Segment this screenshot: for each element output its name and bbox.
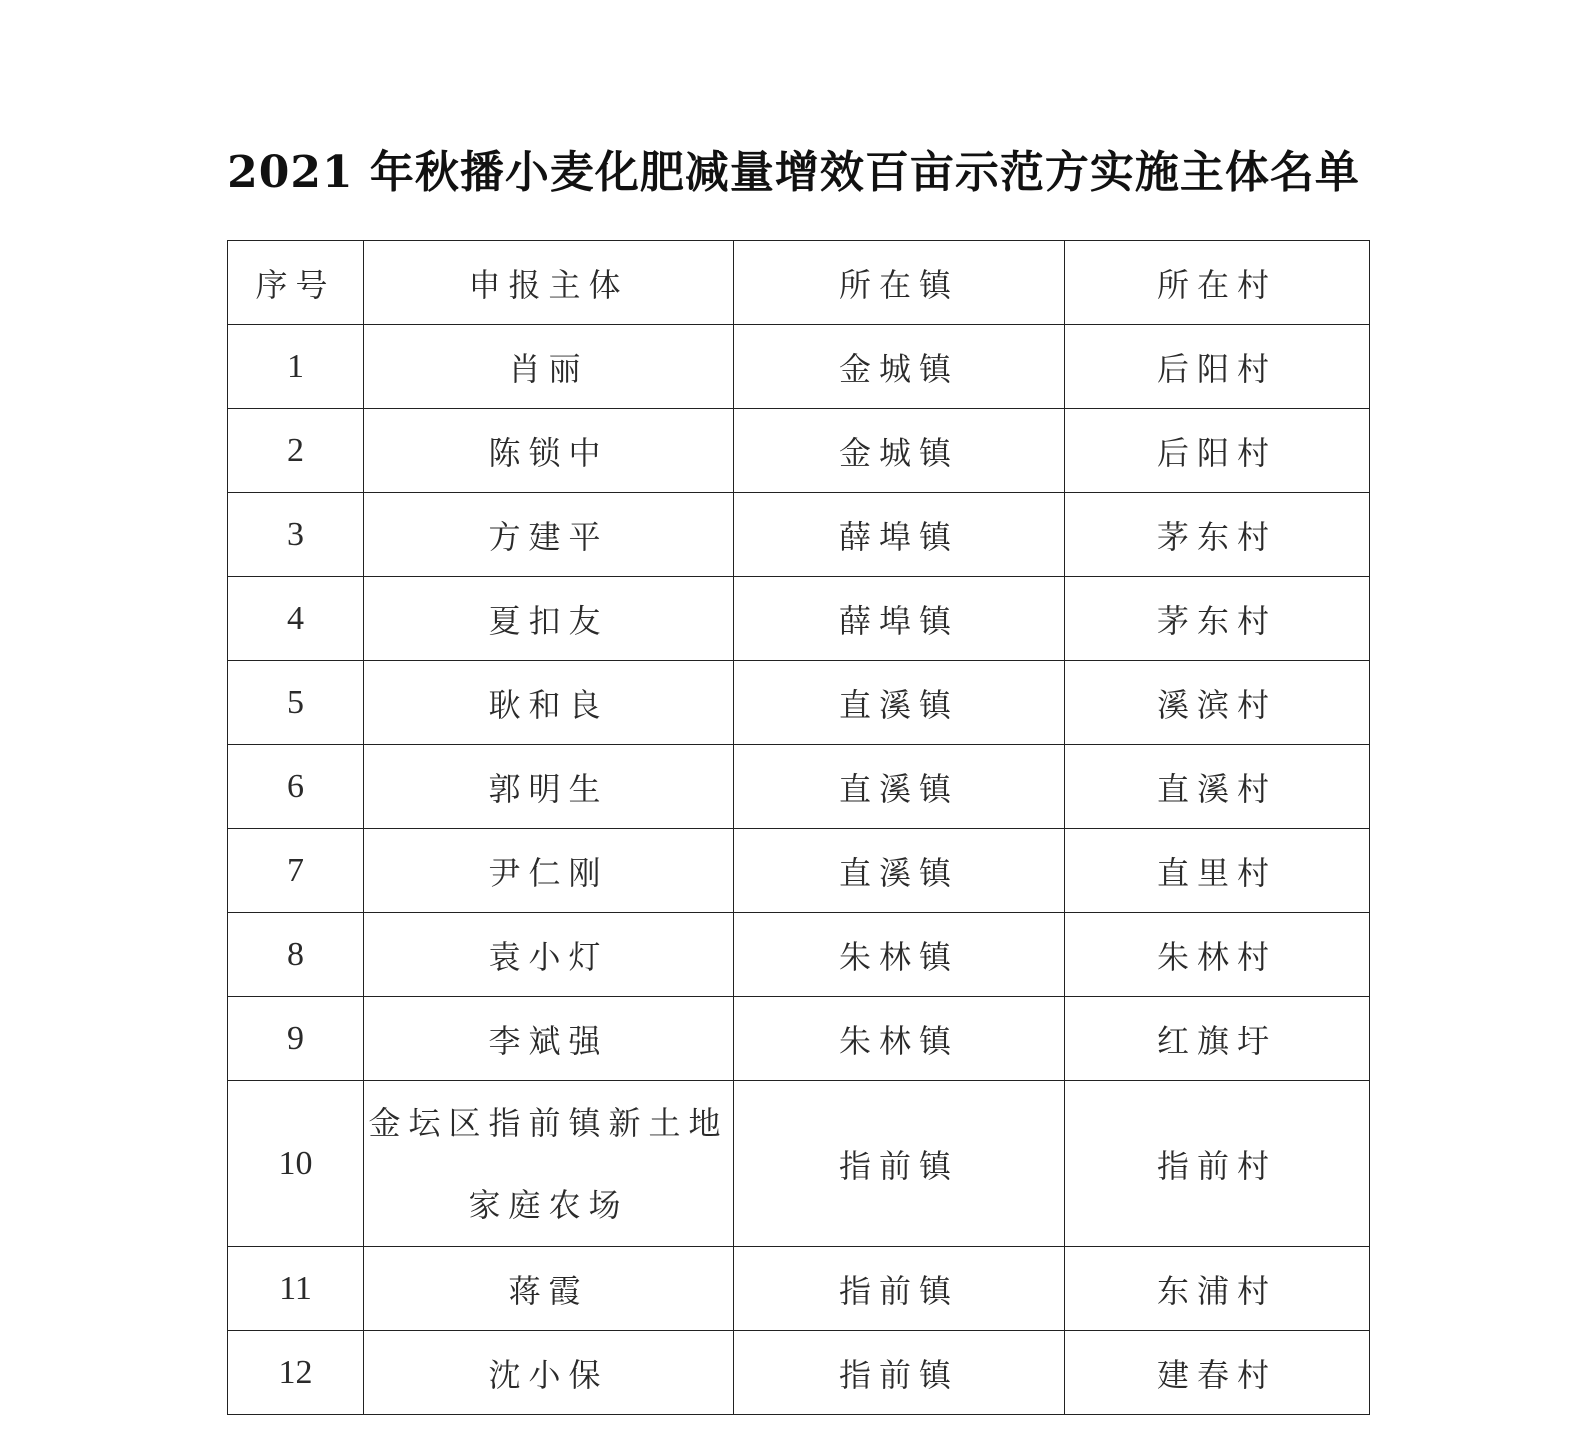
row-village: 茅东村 — [1065, 577, 1370, 661]
table-row — [228, 1081, 1370, 1247]
row-town: 金城镇 — [734, 409, 1065, 493]
row-number: 4 — [228, 577, 364, 661]
row-applicant: 肖丽 — [364, 325, 734, 409]
row-applicant-line-2: 家庭农场 — [468, 1185, 629, 1224]
table-row — [228, 1247, 1370, 1331]
row-number: 3 — [228, 493, 364, 577]
row-village: 红旗圩 — [1065, 997, 1370, 1081]
table-row — [228, 745, 1370, 829]
row-number: 10 — [228, 1081, 364, 1247]
row-applicant: 郭明生 — [364, 745, 734, 829]
row-village: 朱林村 — [1065, 913, 1370, 997]
table-row — [228, 493, 1370, 577]
table-row — [228, 661, 1370, 745]
page-title: 2021 年秋播小麦化肥减量增效百亩示范方实施主体名单 — [227, 147, 1360, 198]
row-village: 后阳村 — [1065, 409, 1370, 493]
row-village: 茅东村 — [1065, 493, 1370, 577]
table-row — [228, 577, 1370, 661]
row-number: 6 — [228, 745, 364, 829]
row-number: 12 — [228, 1331, 364, 1415]
row-applicant: 陈锁中 — [364, 409, 734, 493]
row-town: 薛埠镇 — [734, 493, 1065, 577]
row-village: 直里村 — [1065, 829, 1370, 913]
row-village: 后阳村 — [1065, 325, 1370, 409]
row-number: 1 — [228, 325, 364, 409]
header-serial-number: 序号 — [228, 241, 364, 325]
row-applicant: 蒋霞 — [364, 1247, 734, 1331]
row-applicant: 夏扣友 — [364, 577, 734, 661]
table-row — [228, 325, 1370, 409]
row-village: 溪滨村 — [1065, 661, 1370, 745]
row-town: 直溪镇 — [734, 745, 1065, 829]
row-town: 朱林镇 — [734, 913, 1065, 997]
row-town: 薛埠镇 — [734, 577, 1065, 661]
row-number: 7 — [228, 829, 364, 913]
row-village: 指前村 — [1065, 1081, 1370, 1247]
row-number: 11 — [228, 1247, 364, 1331]
table-row — [228, 1331, 1370, 1415]
roster-table — [227, 240, 1370, 1415]
table-header-row — [228, 241, 1370, 325]
row-applicant: 李斌强 — [364, 997, 734, 1081]
header-village: 所在村 — [1065, 241, 1370, 325]
row-town: 直溪镇 — [734, 661, 1065, 745]
table-row — [228, 829, 1370, 913]
row-applicant: 袁小灯 — [364, 913, 734, 997]
row-village: 东浦村 — [1065, 1247, 1370, 1331]
row-applicant-line-1: 金坛区指前镇新土地 — [368, 1103, 729, 1142]
row-applicant: 耿和良 — [364, 661, 734, 745]
row-village: 建春村 — [1065, 1331, 1370, 1415]
table-row — [228, 409, 1370, 493]
row-town: 直溪镇 — [734, 829, 1065, 913]
row-applicant: 沈小保 — [364, 1331, 734, 1415]
table-row — [228, 913, 1370, 997]
row-applicant — [364, 1081, 734, 1247]
row-number: 8 — [228, 913, 364, 997]
row-village: 直溪村 — [1065, 745, 1370, 829]
row-town: 金城镇 — [734, 325, 1065, 409]
table-row — [228, 997, 1370, 1081]
row-town: 指前镇 — [734, 1247, 1065, 1331]
row-applicant: 尹仁刚 — [364, 829, 734, 913]
row-town: 朱林镇 — [734, 997, 1065, 1081]
header-town: 所在镇 — [734, 241, 1065, 325]
row-town: 指前镇 — [734, 1331, 1065, 1415]
row-number: 2 — [228, 409, 364, 493]
row-number: 9 — [228, 997, 364, 1081]
row-applicant: 方建平 — [364, 493, 734, 577]
row-town: 指前镇 — [734, 1081, 1065, 1247]
header-applicant: 申报主体 — [364, 241, 734, 325]
row-number: 5 — [228, 661, 364, 745]
